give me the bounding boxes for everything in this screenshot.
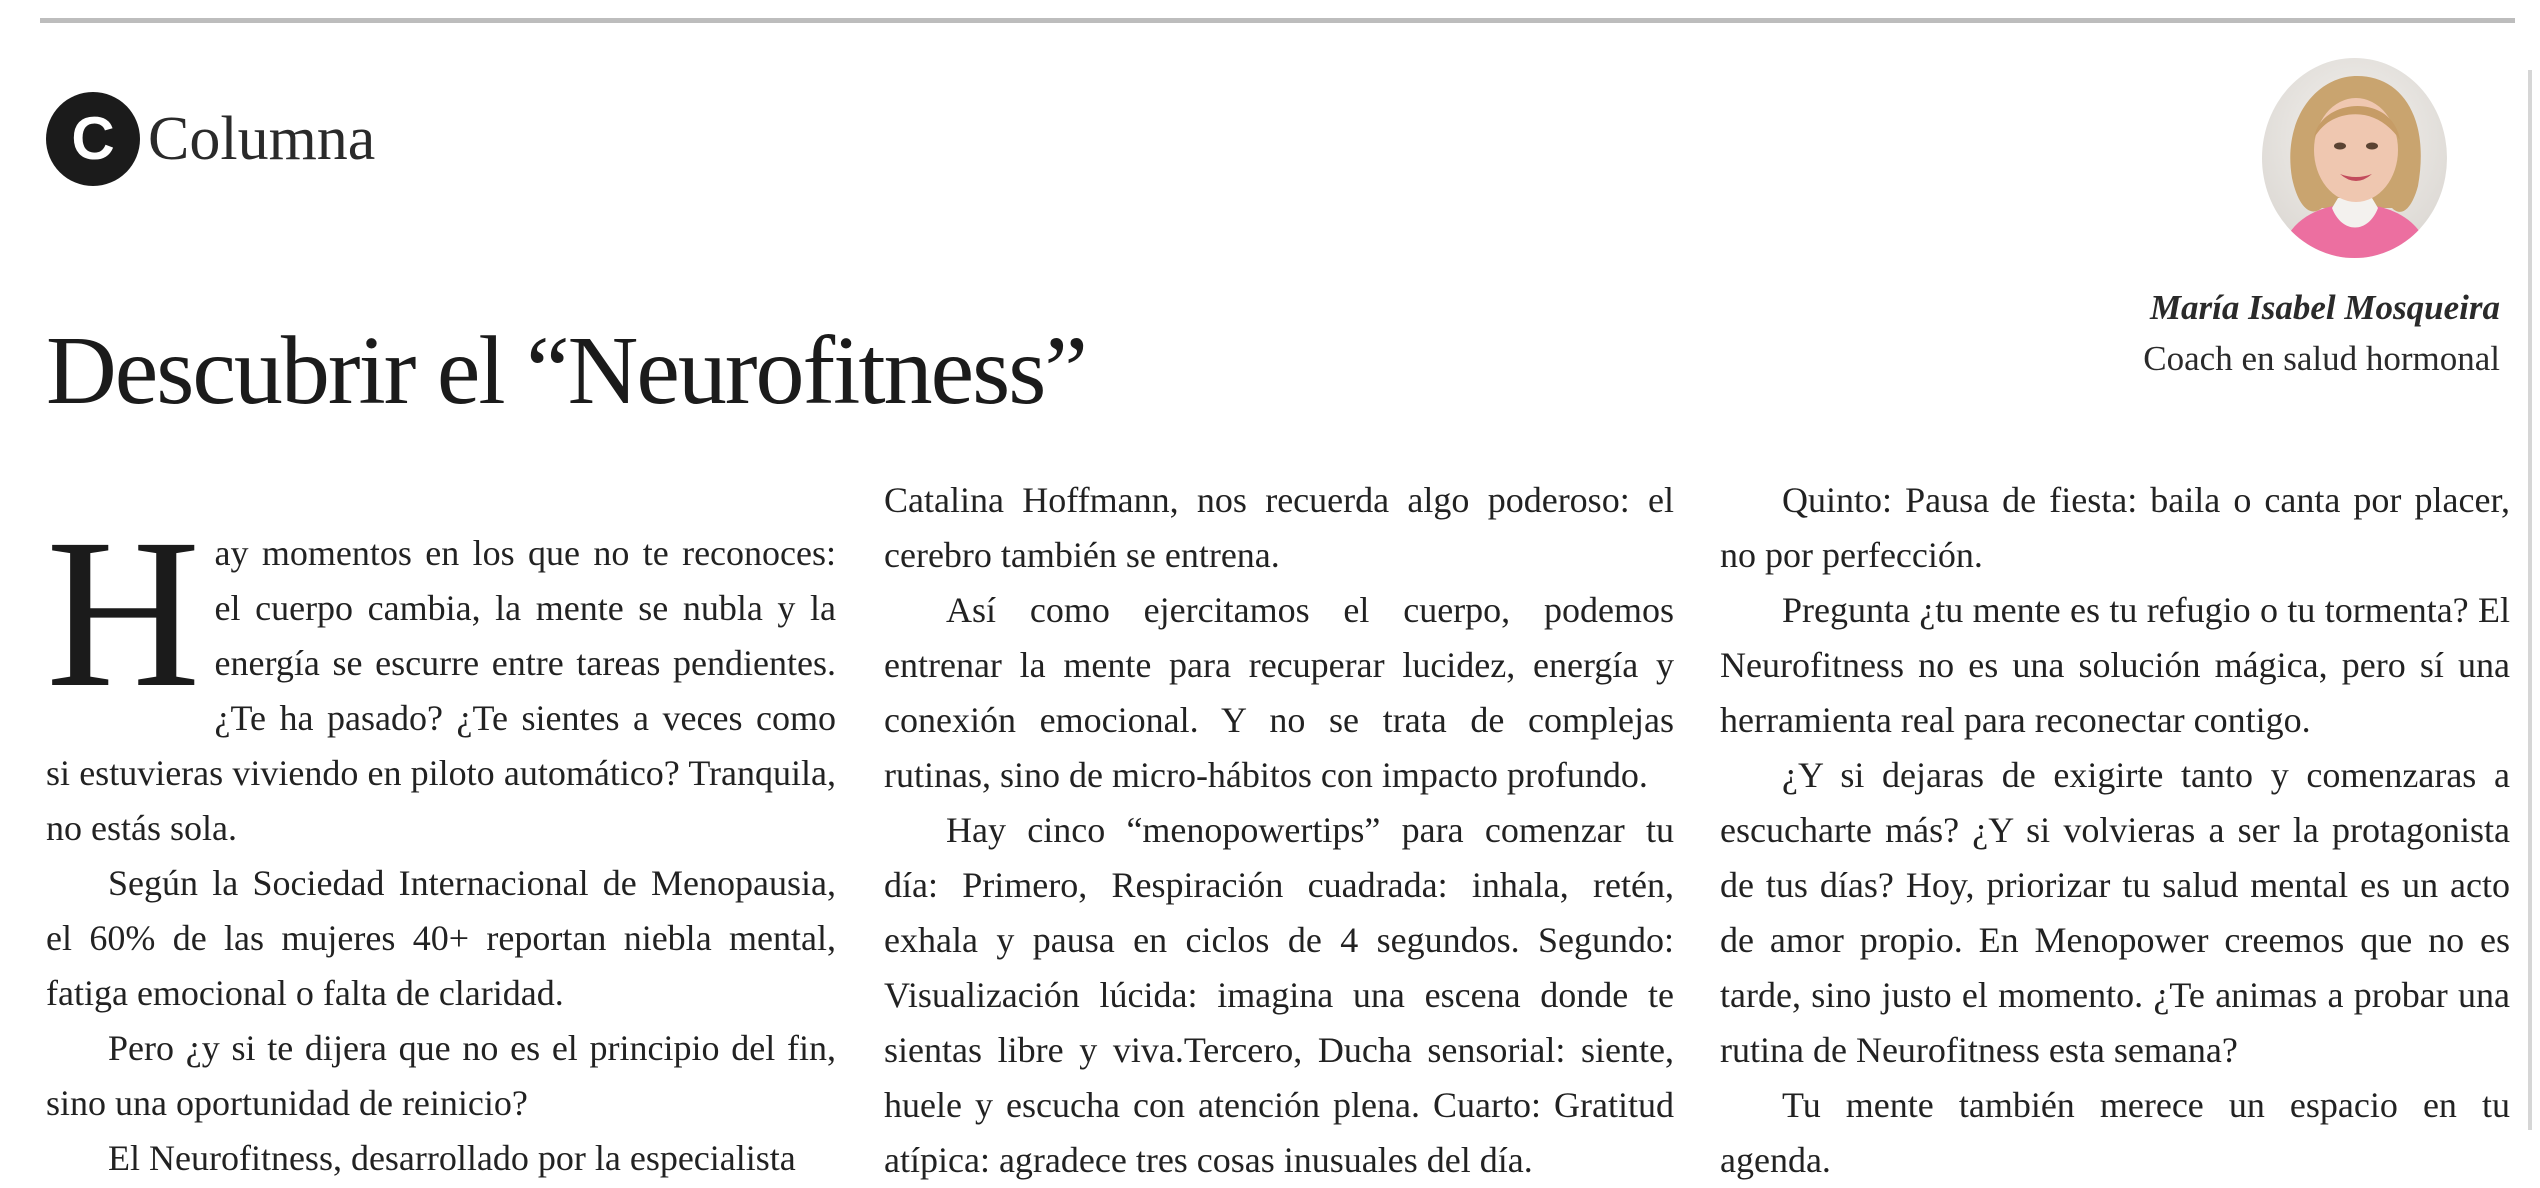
section-label: Columna	[148, 105, 376, 173]
paragraph: Quinto: Pausa de fiesta: baila o canta por placer, no por perfección.	[1720, 480, 2510, 575]
paragraph: Hay cinco “menopowertips” para comenzar tu día: Primero, Respiración cuadrada: inhala, retén, exhala y pausa en ciclos de 4 segundos. Segundo: Visualización lúcida: imagina una escena donde te sientas libre y viva.Tercero, Ducha sensorial: siente, huele y escucha con atención plena. Cuarto: Gratitud atípica: agradece tres cosas inusuales del día.	[884, 810, 1674, 1180]
column-rule	[2528, 70, 2532, 1130]
paragraph: Catalina Hoffmann, nos recuerda algo poderoso: el cerebro también se entrena.	[884, 480, 1674, 575]
article-column-1	[46, 495, 836, 1186]
section-badge: C	[46, 92, 140, 186]
article-headline: Descubrir el “Neurofitness”	[46, 317, 1086, 425]
dropcap: H	[46, 495, 201, 732]
author-role: Coach en salud hormonal	[2143, 338, 2500, 378]
paragraph: Pero ¿y si te dijera que no es el principio del fin, sino una oportunidad de reinicio?	[46, 1028, 836, 1123]
paragraph: Según la Sociedad Internacional de Menopausia, el 60% de las mujeres 40+ reportan niebla mental, fatiga emocional o falta de claridad.	[46, 863, 836, 1013]
author-photo	[2262, 58, 2447, 258]
article-column-3	[1720, 473, 2510, 1188]
section-header	[46, 92, 375, 186]
top-rule	[40, 18, 2515, 23]
paragraph: Tu mente también merece un espacio en tu agenda.	[1720, 1085, 2510, 1180]
paragraph: ¿Y si dejaras de exigirte tanto y comenzaras a escucharte más? ¿Y si volvieras a ser la protagonista de tus días? Hoy, priorizar tu salud mental es un acto de amor propio. En Menopower creemos que no es tarde, sino justo el momento. ¿Te animas a probar una rutina de Neurofitness esta semana?	[1720, 755, 2510, 1070]
paragraph: El Neurofitness, desarrollado por la especialista	[108, 1138, 796, 1178]
author-portrait-image	[2262, 58, 2447, 258]
paragraph-with-dropcap	[46, 495, 836, 856]
paragraph-text: ay momentos en los que no te reconoces: el cuerpo cambia, la mente se nubla y la energía se escurre entre tareas pendientes. ¿Te ha pasado? ¿Te sientes a veces como si estuvieras viviendo en piloto automático? Tranquila, no estás sola.	[46, 533, 836, 848]
paragraph: Así como ejercitamos el cuerpo, podemos entrenar la mente para recuperar lucidez, energía y conexión emocional. Y no se trata de complejas rutinas, sino de micro-hábitos con impacto profundo.	[884, 590, 1674, 795]
paragraph: Pregunta ¿tu mente es tu refugio o tu tormenta? El Neurofitness no es una solución mágica, pero sí una herramienta real para reconectar contigo.	[1720, 590, 2510, 740]
author-name: María Isabel Mosqueira	[2149, 288, 2500, 327]
author-byline	[2143, 283, 2500, 385]
article-column-2	[884, 473, 1674, 1188]
